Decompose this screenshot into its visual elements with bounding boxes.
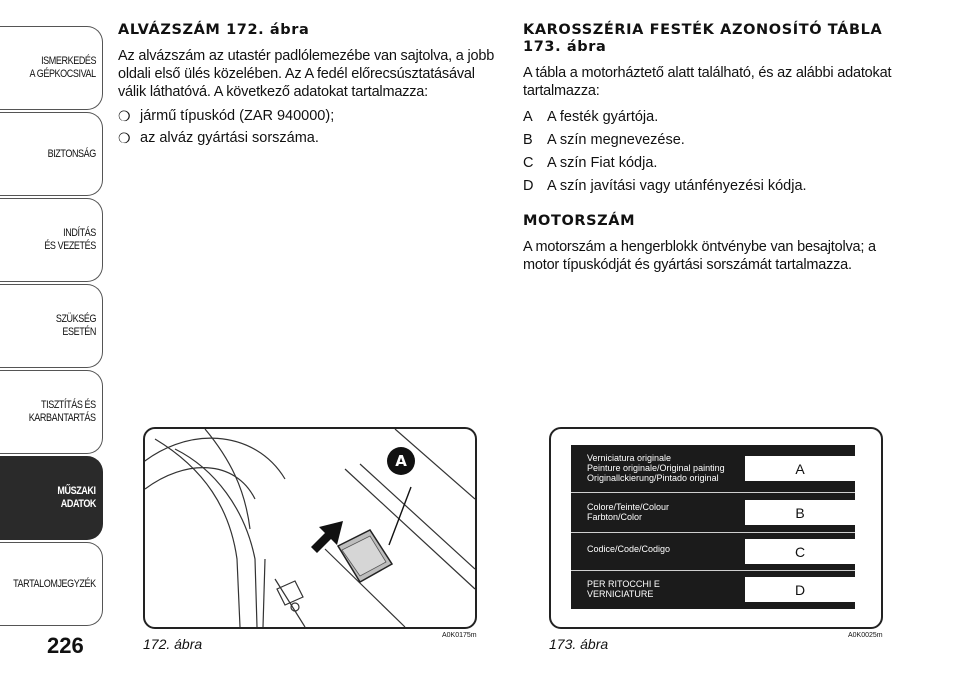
plate-row-label: Verniciatura originale Peinture originale/Original painting Originallckierung/Pintado original <box>587 453 725 483</box>
plate-value-box: B <box>745 500 855 525</box>
list-item-letter: B <box>523 132 533 148</box>
tab-label-line1: ISMERKEDÉS <box>40 55 96 67</box>
paint-identification-plate <box>571 445 855 609</box>
list-item-letter: D <box>523 178 534 194</box>
plate-row-label: PER RITOCCHI E VERNICIATURE <box>587 579 660 599</box>
tab-label-line2: ESETÉN <box>62 326 96 338</box>
tab-label-line1: BIZTONSÁG <box>47 147 96 160</box>
tab-label-line1: MŰSZAKI <box>57 485 96 497</box>
bullet-circle-icon: ❍ <box>118 108 131 124</box>
figure-172-chassis-number <box>143 427 477 629</box>
figure-173-paint-plate <box>549 427 883 629</box>
tab-label-line1: INDÍTÁS <box>63 227 96 239</box>
body-paragraph: Az alvázszám az utastér padlólemezébe van sajtolva, a jobb oldali első ülés közelében. Az A fedél előrecsúsztatásával válik láthatóvá. A következő adatokat tartalmazza: <box>118 48 495 100</box>
figure-code-172: A0K0175m <box>442 632 477 639</box>
plate-row-c <box>571 532 855 571</box>
tab-inditas[interactable] <box>0 198 103 282</box>
plate-value-box: D <box>745 577 855 602</box>
body-paragraph: A motorszám a hengerblokk öntvénybe van besajtolva; a motor típuskódját és gyártási sorszámát tartalmazza. <box>523 239 876 273</box>
lettered-list <box>523 106 908 198</box>
tab-label-line1: SZÜKSÉG <box>55 313 96 325</box>
plate-row-b <box>571 492 855 533</box>
tab-szukseg[interactable] <box>0 284 103 368</box>
slide-direction-arrow-icon <box>307 517 347 557</box>
section-heading-festek-tabla: KAROSSZÉRIA FESTÉK AZONOSÍTÓ TÁBLA 173. ábra <box>523 22 883 55</box>
tab-label-line1: TISZTÍTÁS ÉS <box>41 399 96 411</box>
list-item <box>118 105 503 127</box>
tab-biztonsag[interactable] <box>0 112 103 196</box>
left-column <box>118 22 503 149</box>
list-item-letter: A <box>523 109 533 125</box>
list-item <box>523 106 908 129</box>
figure-code-173: A0K0025m <box>848 632 883 639</box>
tab-label-line2: KARBANTARTÁS <box>29 412 96 424</box>
list-item-text: A szín Fiat kódja. <box>547 155 658 171</box>
section-heading-motorszam: MOTORSZÁM <box>523 213 636 229</box>
section-heading-alvazszam: ALVÁZSZÁM 172. ábra <box>118 22 310 38</box>
plate-value-box: C <box>745 539 855 564</box>
tab-ismerkedes[interactable] <box>0 26 103 110</box>
list-item-text: A festék gyártója. <box>547 109 659 125</box>
list-item <box>523 129 908 152</box>
callout-badge-a: A <box>387 447 415 475</box>
figure-caption-173: 173. ábra <box>549 636 609 652</box>
tab-muszaki-adatok[interactable] <box>0 456 103 540</box>
tab-tisztitas[interactable] <box>0 370 103 454</box>
list-item-text: A szín javítási vagy utánfényezési kódja. <box>547 178 807 194</box>
bullet-list <box>118 105 503 149</box>
tab-label-line2: ADATOK <box>60 498 96 510</box>
plate-row-d <box>571 570 855 609</box>
tab-label-line2: A GÉPKOCSIVAL <box>29 68 96 80</box>
callout-leader-line <box>385 467 425 547</box>
plate-row-label: Codice/Code/Codigo <box>587 544 671 554</box>
bullet-circle-icon: ❍ <box>118 130 131 146</box>
page-number: 226 <box>47 633 84 658</box>
right-column <box>523 22 908 274</box>
list-item-text: jármű típuskód (ZAR 940000); <box>140 108 335 124</box>
list-item-text: A szín megnevezése. <box>547 132 685 148</box>
body-paragraph: A tábla a motorháztető alatt található, és az alábbi adatokat tartalmazza: <box>523 65 892 99</box>
list-item <box>523 152 908 175</box>
plate-row-a <box>571 445 855 493</box>
list-item <box>118 127 503 149</box>
tab-label-line1: TARTALOMJEGYZÉK <box>13 577 96 590</box>
plate-value-box: A <box>745 456 855 481</box>
list-item <box>523 175 908 198</box>
list-item-text: az alváz gyártási sorszáma. <box>140 130 319 146</box>
tab-label-line2: ÉS VEZETÉS <box>44 240 96 252</box>
plate-row-label: Colore/Teinte/Colour Farbton/Color <box>587 502 670 522</box>
figure-caption-172: 172. ábra <box>143 636 203 652</box>
tab-tartalomjegyzek[interactable] <box>0 542 103 626</box>
list-item-letter: C <box>523 155 534 171</box>
